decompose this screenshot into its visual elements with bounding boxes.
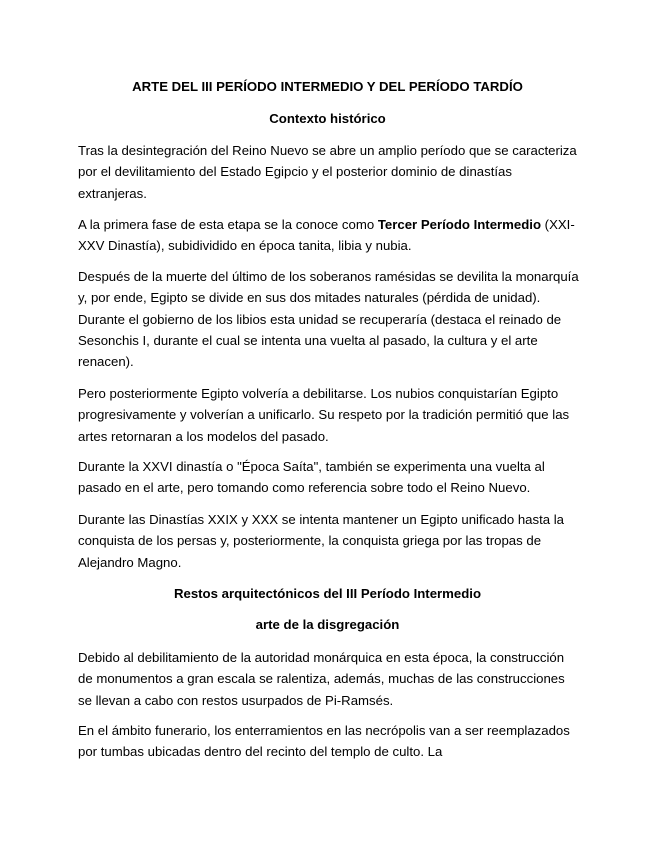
paragraph-5: Durante la XXVI dinastía o "Época Saíta", también se experimenta una vuelta al pasado en el arte, pero tomando como referencia sobre todo el Reino Nuevo. bbox=[78, 459, 545, 496]
document-title: ARTE DEL III PERÍODO INTERMEDIO Y DEL PERÍODO TARDÍO bbox=[132, 79, 523, 94]
paragraph-6: Durante las Dinastías XXIX y XXX se intenta mantener un Egipto unificado hasta la conquista de los persas y, posteriormente, la conquista griega por las tropas de Alejandro Magno. bbox=[78, 512, 565, 570]
paragraph-8: En el ámbito funerario, los enterramientos en las necrópolis van a ser reemplazados por tumbas ubicadas dentro del recinto del templo de culto. La bbox=[78, 723, 570, 760]
paragraph-2-text-after: (XXI-XXV Dinastía), subidividido en época tanita, libia y nubia. bbox=[78, 217, 575, 254]
paragraph-4: Pero posteriormente Egipto volvería a debilitarse. Los nubios conquistarían Egipto progresivamente y volverían a unificarlo. Su respeto por la tradición permitió que las artes retornaran a los modelos del pasado. bbox=[78, 386, 570, 444]
paragraph-1: Tras la desintegración del Reino Nuevo se abre un amplio período que se caracteriza por el devilitamiento del Estado Egipcio y el posterior dominio de dinastías extranjeras. bbox=[78, 143, 577, 201]
section-heading-context: Contexto histórico bbox=[269, 111, 386, 126]
paragraph-2 bbox=[78, 214, 582, 257]
section-heading-restos: Restos arquitectónicos del III Período Intermedio bbox=[173, 586, 482, 601]
paragraph-2-text-before: A la primera fase de esta etapa se la conoce como bbox=[78, 217, 378, 232]
paragraph-7: Debido al debilitamiento de la autoridad monárquica en esta época, la construcción de monumentos a gran escala se ralentiza, además, muchas de las construcciones se llevan a cabo con restos usurpados de Pi-Ramsés. bbox=[78, 650, 565, 708]
paragraph-2-emphasis: Tercer Período Intermedio bbox=[377, 217, 542, 232]
section-subheading-arte: arte de la disgregación bbox=[255, 617, 400, 632]
paragraph-3: Después de la muerte del último de los soberanos ramésidas se devilita la monarquía y, por ende, Egipto se divide en sus dos mitades naturales (pérdida de unidad). Durante el gobierno de los libios esta unidad se recuperaría (destaca el reinado de Sesonchis I, durante el cual se intenta una vuelta al pasado, la cultura y el arte renacen). bbox=[78, 269, 579, 370]
